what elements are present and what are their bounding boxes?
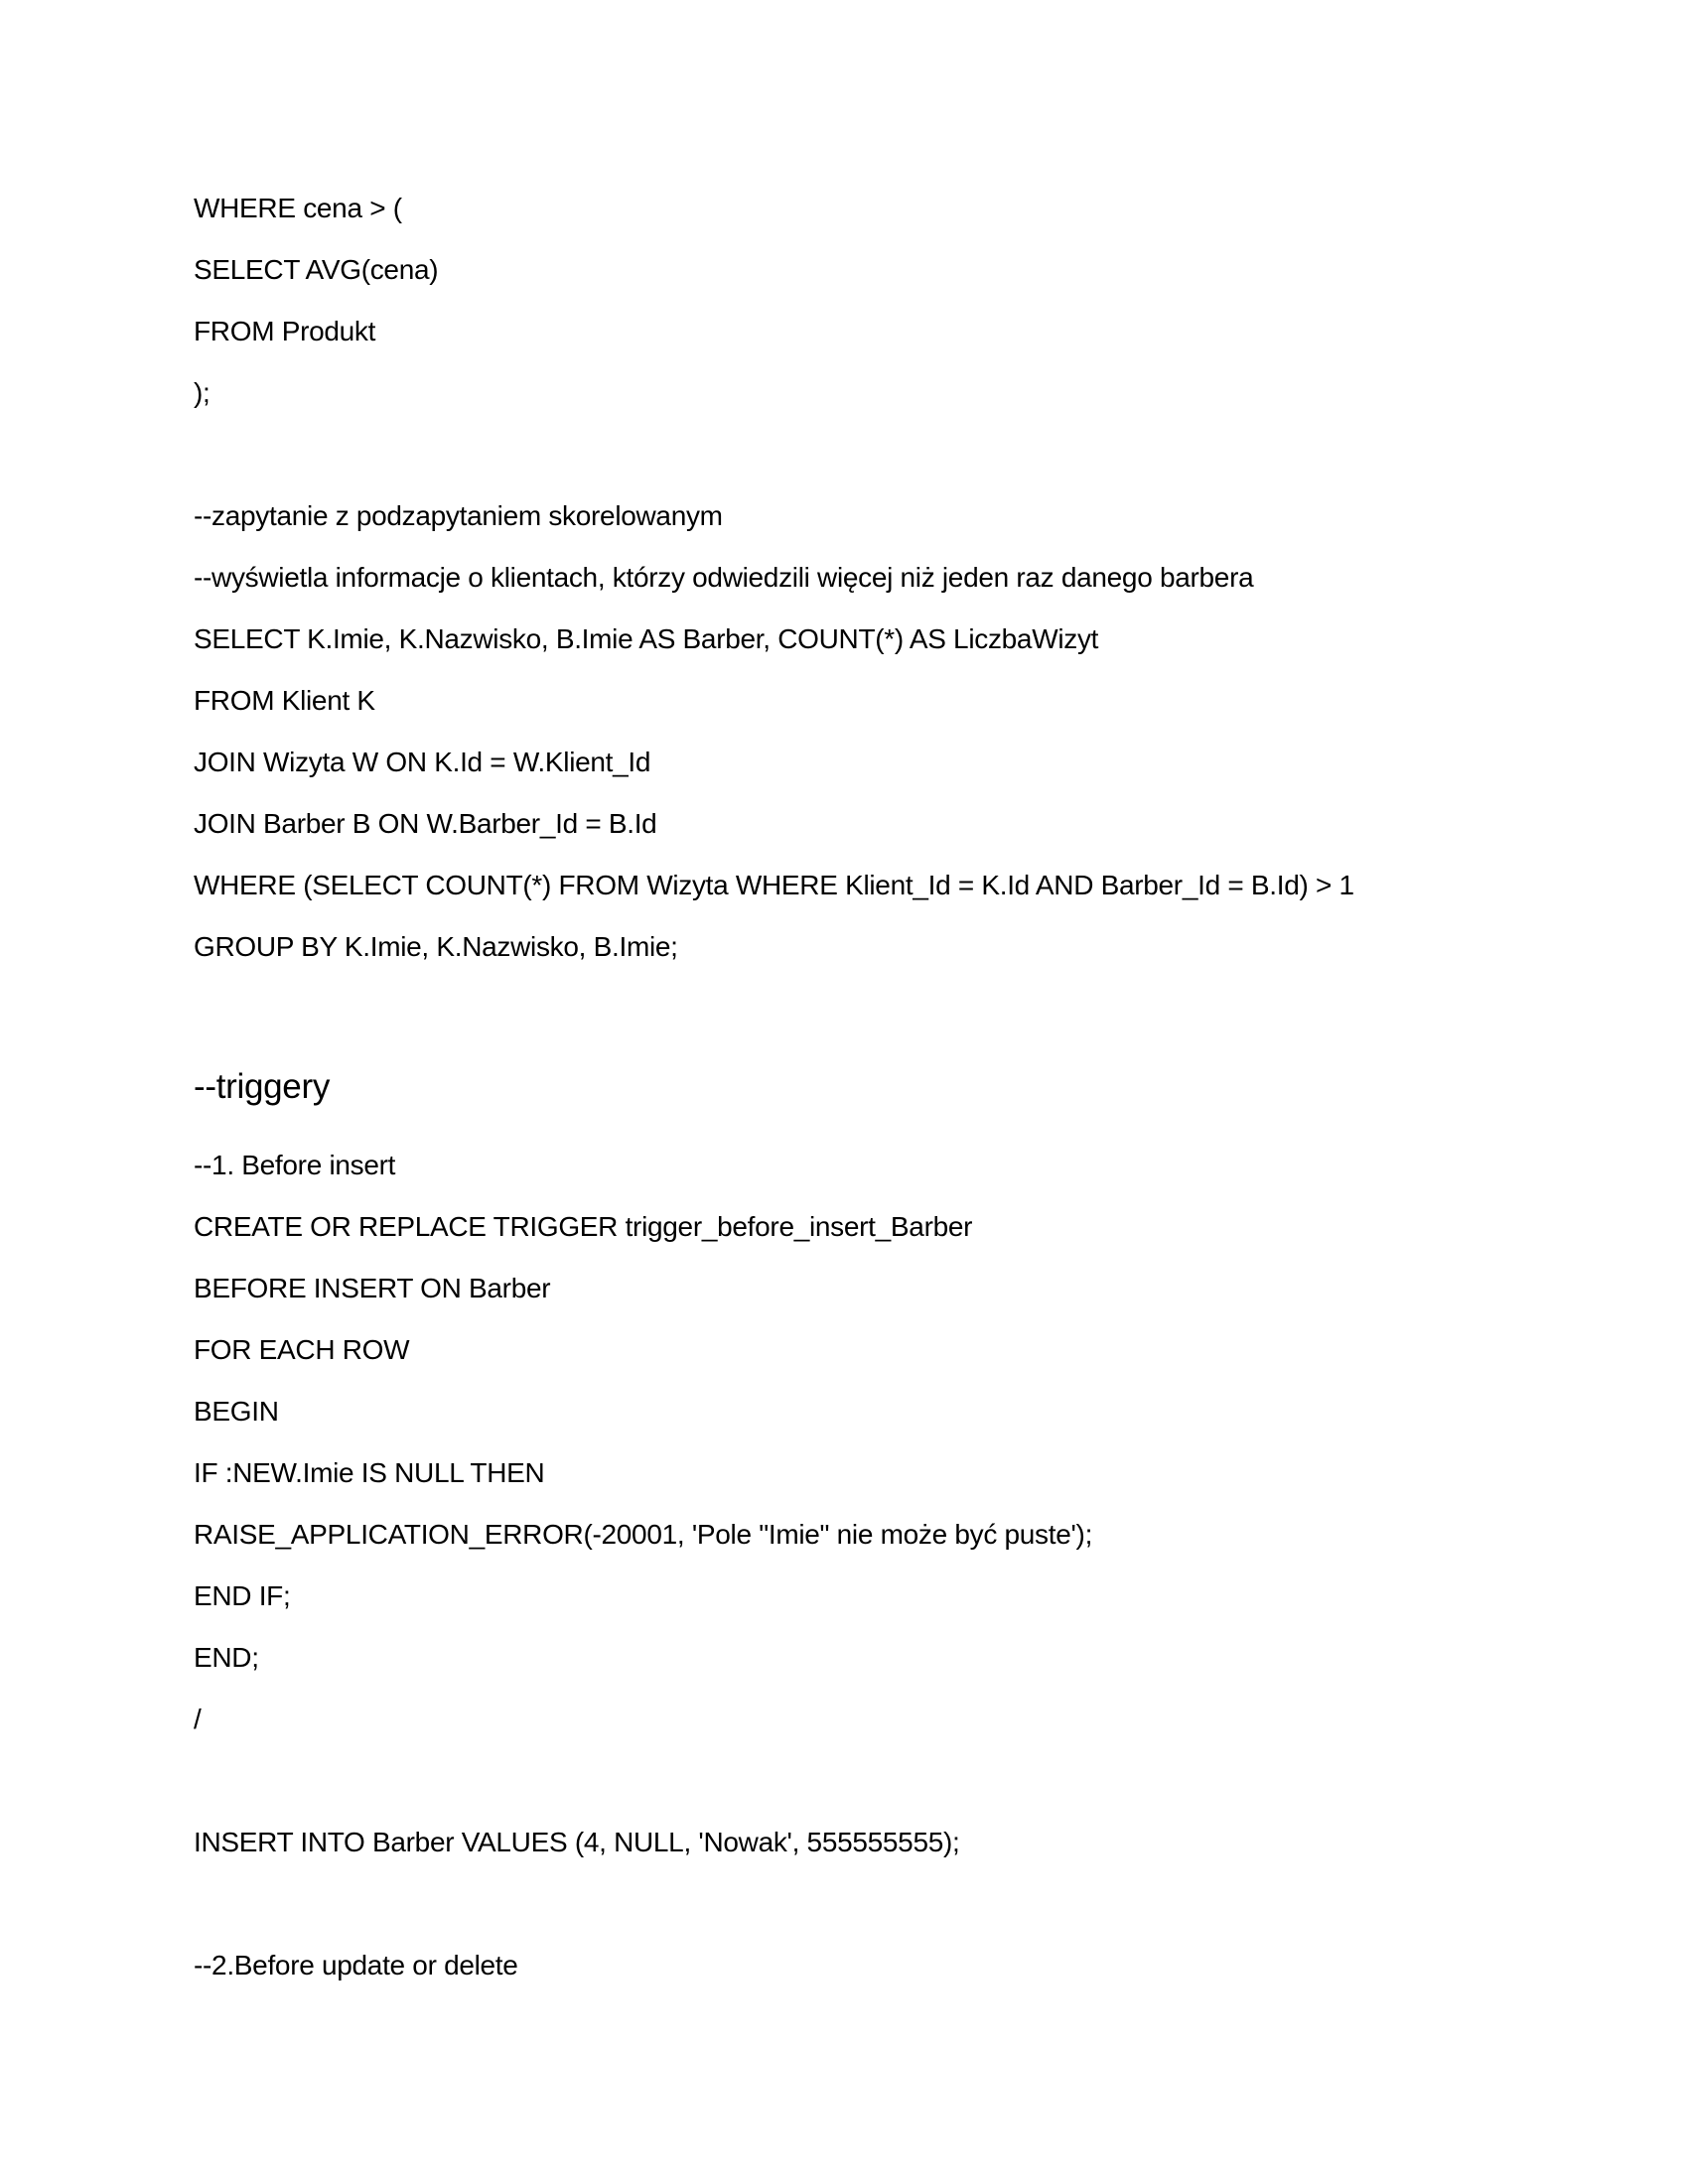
code-line: ); (194, 377, 211, 408)
code-line: SELECT AVG(cena) (194, 254, 439, 285)
comment-line: --2.Before update or delete (194, 1950, 518, 1980)
code-line: GROUP BY K.Imie, K.Nazwisko, B.Imie; (194, 931, 678, 962)
code-line: FOR EACH ROW (194, 1334, 410, 1365)
blank-line (194, 978, 1688, 1039)
code-line: SELECT K.Imie, K.Nazwisko, B.Imie AS Barber, COUNT(*) AS LiczbaWizyt (194, 623, 1099, 654)
blank-line (194, 1873, 1688, 1935)
comment-line: --zapytanie z podzapytaniem skorelowanym (194, 500, 723, 531)
code-line: / (194, 1704, 202, 1734)
code-line: IF :NEW.Imie IS NULL THEN (194, 1457, 545, 1488)
code-line: RAISE_APPLICATION_ERROR(-20001, 'Pole "Imie" nie może być puste'); (194, 1519, 1093, 1550)
code-line: JOIN Wizyta W ON K.Id = W.Klient_Id (194, 747, 651, 777)
code-line: BEGIN (194, 1396, 279, 1427)
code-line: CREATE OR REPLACE TRIGGER trigger_before_insert_Barber (194, 1211, 973, 1242)
comment-line: --wyświetla informacje o klientach, którzy odwiedzili więcej niż jeden raz danego barbera (194, 562, 1254, 593)
code-line: FROM Produkt (194, 316, 376, 346)
code-line: INSERT INTO Barber VALUES (4, NULL, 'Nowak', 555555555); (194, 1827, 960, 1857)
document-content (194, 178, 1688, 1996)
blank-line (194, 1750, 1688, 1812)
code-line: FROM Klient K (194, 685, 375, 716)
code-line: JOIN Barber B ON W.Barber_Id = B.Id (194, 808, 657, 839)
code-line: END; (194, 1642, 259, 1673)
code-line: WHERE cena > ( (194, 193, 402, 223)
blank-line (194, 424, 1688, 485)
code-line: END IF; (194, 1580, 291, 1611)
section-heading: --triggery (194, 1067, 331, 1106)
code-line: BEFORE INSERT ON Barber (194, 1273, 551, 1303)
comment-line: --1. Before insert (194, 1150, 396, 1180)
code-line: WHERE (SELECT COUNT(*) FROM Wizyta WHERE Klient_Id = K.Id AND Barber_Id = B.Id) > 1 (194, 870, 1354, 900)
